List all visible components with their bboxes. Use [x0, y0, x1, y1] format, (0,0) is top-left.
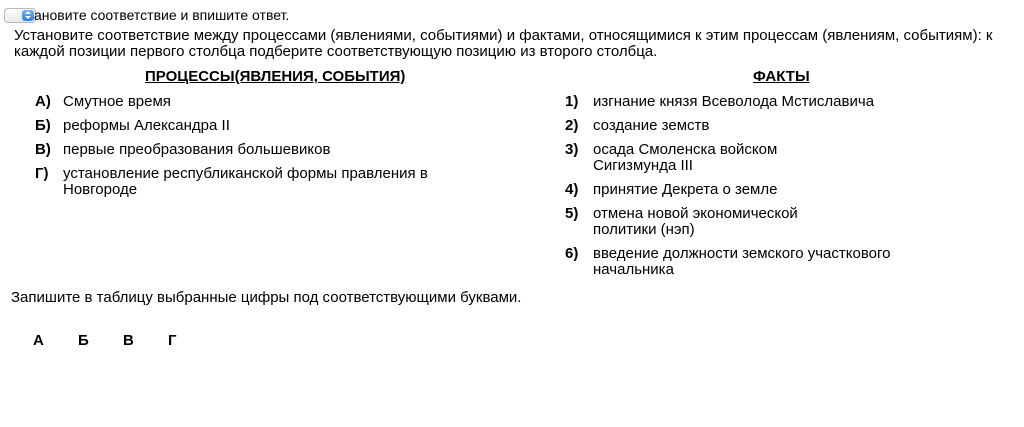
item-marker: 1) — [565, 93, 579, 110]
process-item-a — [35, 94, 475, 110]
item-marker: 5) — [565, 205, 579, 222]
answer-letter-a: А — [33, 332, 44, 349]
item-marker: 3) — [565, 141, 579, 158]
fact-item-3 — [565, 142, 935, 174]
item-marker: 4) — [565, 181, 579, 198]
processes-column-title: ПРОЦЕССЫ(ЯВЛЕНИЯ, СОБЫТИЯ) — [145, 68, 406, 85]
item-marker: В) — [35, 141, 51, 158]
item-text: создание земств — [593, 117, 710, 134]
item-marker: Б) — [35, 117, 51, 134]
item-text: Смутное время — [63, 93, 171, 110]
item-text: установление республиканской формы правления в Новгороде — [63, 165, 428, 198]
item-marker: 2) — [565, 117, 579, 134]
instruction-text: Установите соответствие между процессами (явлениями, событиями) и фактами, относящимися к этим процессам (явлениям, событиям): к каждой позиции первого столбца подберите соответствующую позицию из второго столбца. — [14, 27, 993, 60]
item-text: отмена новой экономической политики (нэп) — [593, 205, 798, 238]
facts-list — [565, 94, 935, 286]
select-stepper-icon[interactable] — [22, 10, 34, 21]
fact-item-6 — [565, 246, 935, 278]
task-select[interactable] — [4, 8, 36, 23]
answer-letter-g: Г — [168, 332, 177, 349]
task-heading: ановите соответствие и впишите ответ. — [34, 7, 290, 23]
item-marker: 6) — [565, 245, 579, 262]
fact-item-1 — [565, 94, 935, 110]
item-text: принятие Декрета о земле — [593, 181, 778, 198]
item-text: изгнание князя Всеволода Мстиславича — [593, 93, 875, 110]
fact-item-2 — [565, 118, 935, 134]
processes-list — [35, 94, 475, 206]
header-bar — [4, 6, 290, 24]
answer-table — [33, 333, 213, 349]
item-text: первые преобразования большевиков — [63, 141, 331, 158]
item-text: осада Смоленска войском Сигизмунда III — [593, 141, 778, 174]
fact-item-5 — [565, 206, 935, 238]
process-item-v — [35, 142, 475, 158]
answer-letter-b: Б — [78, 332, 89, 349]
item-marker: А) — [35, 93, 51, 110]
answer-letter-v: В — [123, 332, 134, 349]
fact-item-4 — [565, 182, 935, 198]
item-text: реформы Александра II — [63, 117, 230, 134]
answer-instruction: Запишите в таблицу выбранные цифры под соответствующими буквами. — [11, 289, 522, 306]
facts-column-title: ФАКТЫ — [753, 68, 810, 85]
process-item-g — [35, 166, 475, 198]
item-marker: Г) — [35, 165, 49, 182]
item-text: введение должности земского участкового начальника — [593, 245, 891, 278]
process-item-b — [35, 118, 475, 134]
